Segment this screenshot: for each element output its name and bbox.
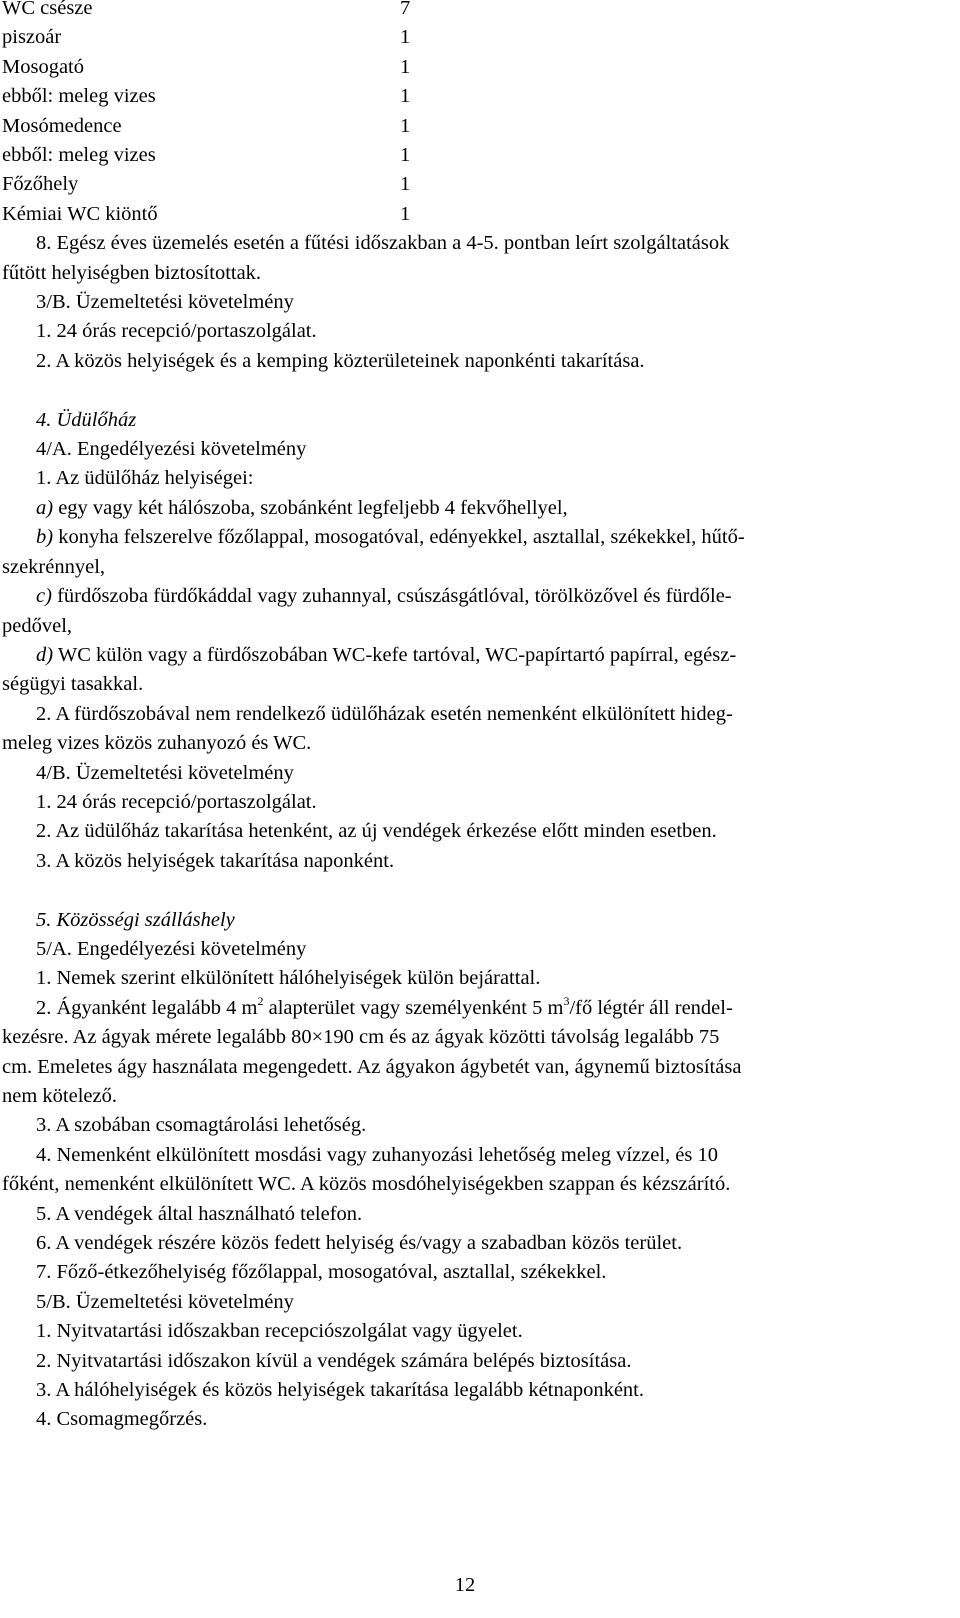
- list-item-continuation: meleg vizes közös zuhanyozó és WC.: [2, 732, 312, 755]
- fixture-row: [2, 53, 936, 82]
- section-number: 4.: [36, 408, 57, 431]
- section-name: Üdülőház: [56, 408, 137, 431]
- fixture-name: Kémiai WC kiöntő: [2, 202, 158, 225]
- section-title: [2, 406, 936, 435]
- section-heading: 4/A. Engedélyezési követelmény: [36, 438, 307, 461]
- list-item-continuation: főként, nemenként elkülönített WC. A közös mosdóhelyiségekben szappan és kézszárító.: [2, 1173, 731, 1196]
- sub-item: [2, 582, 936, 611]
- document-body: [2, 0, 936, 1435]
- list-item: 4. Nemenként elkülönített mosdási vagy zuhanyozási lehetőség meleg vízzel, és 10: [36, 1143, 718, 1166]
- sub-item-continuation: ségügyi tasakkal.: [2, 673, 144, 696]
- fixture-count: 1: [400, 26, 411, 49]
- sub-item: [2, 641, 936, 670]
- sub-item-text: WC külön vagy a fürdőszobában WC-kefe tartóval, WC-papírtartó papírral, egész-: [57, 643, 737, 666]
- list-item: 3. A hálóhelyiségek és közös helyiségek takarítása legalább kétnaponként.: [36, 1379, 644, 1402]
- fixture-name: Főzőhely: [2, 173, 79, 196]
- list-item: 1. 24 órás recepció/portaszolgálat.: [36, 790, 317, 813]
- list-item: 1. 24 órás recepció/portaszolgálat.: [36, 320, 317, 343]
- fixture-row: [2, 141, 936, 170]
- list-item: 2. A közös helyiségek és a kemping közterületeinek naponkénti takarítása.: [36, 349, 645, 372]
- list-item: 1. Nemek szerint elkülönített hálóhelyiségek külön bejárattal.: [36, 967, 541, 990]
- sub-item-letter: a): [36, 496, 54, 519]
- fixture-count: 7: [400, 0, 411, 19]
- sub-item: [2, 523, 936, 552]
- list-item: 7. Főző-étkezőhelyiség főzőlappal, mosogatóval, asztallal, székekkel.: [36, 1261, 607, 1284]
- text-run: /fő légtér áll rendel-: [569, 996, 733, 1019]
- sub-item: [2, 494, 936, 523]
- fixture-row: [2, 170, 936, 199]
- list-item-continuation: nem kötelező.: [2, 1085, 117, 1107]
- section-heading: 5/B. Üzemeltetési követelmény: [36, 1290, 294, 1313]
- fixture-count: 1: [400, 173, 411, 196]
- fixture-name: Mosómedence: [2, 114, 122, 137]
- list-item: 2. A fürdőszobával nem rendelkező üdülőházak esetén nemenként elkülönített hideg-: [36, 702, 733, 725]
- list-item: 3. A közös helyiségek takarítása naponként.: [36, 849, 395, 872]
- fixture-name: ebből: meleg vizes: [2, 85, 156, 108]
- section-heading: 3/B. Üzemeltetési követelmény: [36, 291, 294, 314]
- sub-item-text: fürdőszoba fürdőkáddal vagy zuhannyal, csúszásgátlóval, törölközővel és fürdőle-: [57, 585, 732, 608]
- list-item: 2. Az üdülőház takarítása hetenként, az új vendégek érkezése előtt minden esetben.: [36, 820, 717, 843]
- fixture-row: [2, 23, 936, 52]
- sub-item-continuation: pedővel,: [2, 614, 73, 637]
- section-heading: 5/A. Engedélyezési követelmény: [36, 937, 307, 960]
- page-number: 12: [454, 1574, 476, 1596]
- list-item: 6. A vendégek részére közös fedett helyiség és/vagy a szabadban közös terület.: [36, 1232, 683, 1255]
- text-run: alapterület vagy személyenként 5 m: [263, 996, 564, 1019]
- fixture-count: 1: [400, 144, 411, 167]
- list-item: [2, 994, 936, 1023]
- superscript: 2: [257, 993, 264, 1008]
- section-name: Közösségi szálláshely: [56, 908, 235, 931]
- list-item: 1. Nyitvatartási időszakban recepciószolgálat vagy ügyelet.: [36, 1320, 523, 1343]
- list-item: 3. A szobában csomagtárolási lehetőség.: [36, 1114, 367, 1137]
- fixture-name: Mosogató: [2, 55, 84, 78]
- fixture-count: 1: [400, 202, 411, 225]
- sub-item-text: konyha felszerelve főzőlappal, mosogatóval, edényekkel, asztallal, székekkel, hűtő-: [58, 526, 745, 549]
- paragraph-line: 8. Egész éves üzemelés esetén a fűtési időszakban a 4-5. pontban leírt szolgáltatások: [36, 232, 730, 255]
- section-title: [2, 906, 936, 935]
- list-item-continuation: kezésre. Az ágyak mérete legalább 80×190 cm és az ágyak közötti távolság legalább 75: [2, 1026, 720, 1049]
- fixture-count: 1: [400, 55, 411, 78]
- list-item: 1. Az üdülőház helyiségei:: [36, 467, 254, 490]
- section-heading: 4/B. Üzemeltetési követelmény: [36, 761, 294, 784]
- fixture-row: [2, 82, 936, 111]
- fixture-name: piszoár: [2, 26, 62, 49]
- sub-item-text: egy vagy két hálószoba, szobánként legfeljebb 4 fekvőhellyel,: [58, 496, 568, 519]
- list-item: 4. Csomagmegőrzés.: [36, 1408, 208, 1431]
- sub-item-letter: d): [36, 643, 54, 666]
- superscript: 3: [563, 993, 570, 1008]
- fixture-row: [2, 200, 936, 229]
- sub-item-continuation: szekrénnyel,: [2, 555, 106, 578]
- list-item: 2. Nyitvatartási időszakon kívül a vendégek számára belépés biztosítása.: [36, 1349, 632, 1372]
- fixture-row: [2, 0, 936, 23]
- list-item: 5. A vendégek által használható telefon.: [36, 1202, 363, 1225]
- list-item-continuation: cm. Emeletes ágy használata megengedett. Az ágyakon ágybetét van, ágynemű biztosítása: [2, 1055, 742, 1078]
- fixture-name: ebből: meleg vizes: [2, 144, 156, 167]
- fixture-count: 1: [400, 114, 411, 137]
- sub-item-letter: c): [36, 585, 52, 608]
- fixture-list: [2, 0, 936, 229]
- blank-line: [2, 376, 936, 405]
- paragraph-line: fűtött helyiségben biztosítottak.: [2, 261, 262, 284]
- fixture-row: [2, 112, 936, 141]
- fixture-name: WC csésze: [2, 0, 93, 19]
- sub-item-letter: b): [36, 526, 54, 549]
- fixture-count: 1: [400, 85, 411, 108]
- section-number: 5.: [36, 908, 57, 931]
- blank-line: [2, 876, 936, 905]
- text-run: 2. Ágyanként legalább 4 m: [36, 996, 258, 1019]
